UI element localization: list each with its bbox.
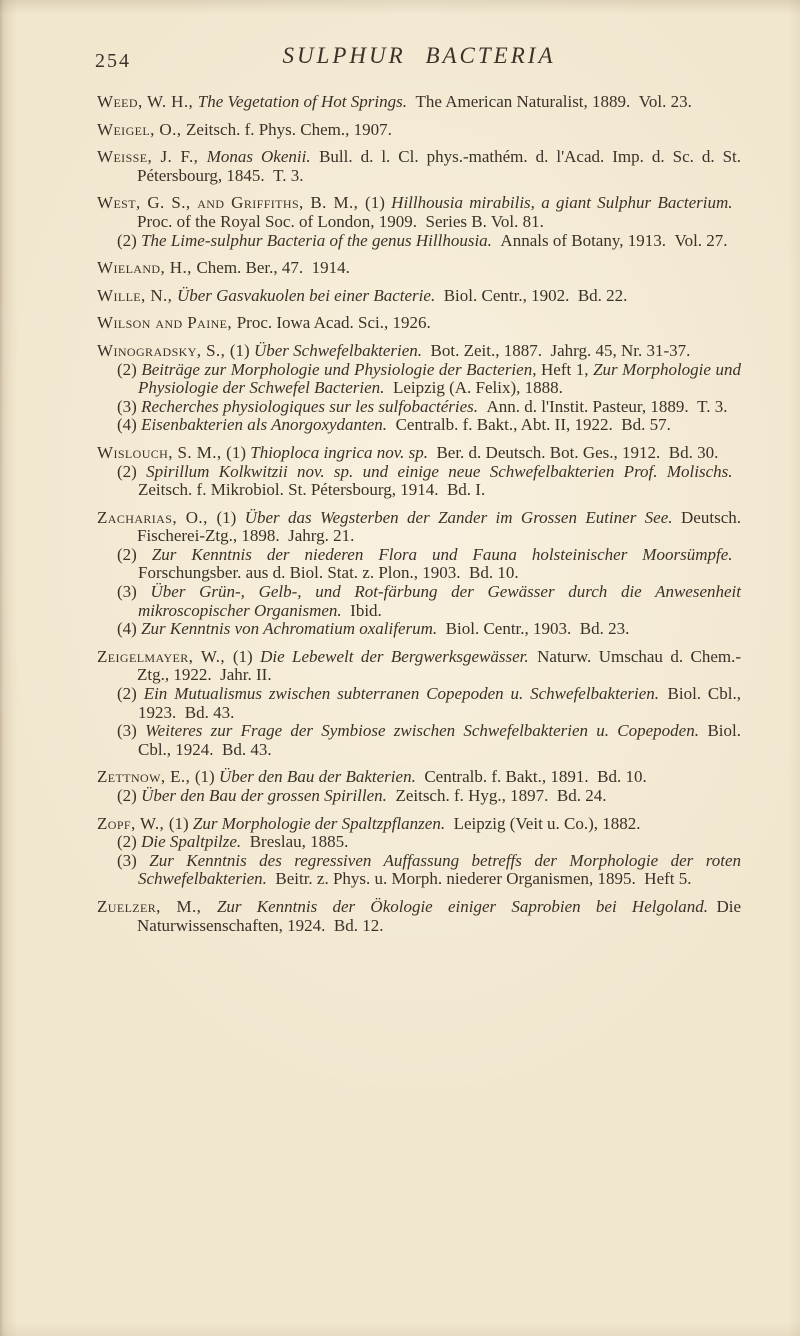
bibliography-subentry: [97, 583, 741, 620]
text-segment-sc: Weisse, J. F.,: [97, 147, 207, 167]
text-segment-rm: Chem. Ber., 47. 1914.: [196, 258, 350, 278]
bibliography-entry: [97, 444, 741, 463]
text-segment-sc: Zettnow, E.,: [97, 767, 195, 787]
bibliography-entry: [97, 815, 741, 834]
text-segment-it: Die Spaltpilze.: [141, 832, 242, 852]
text-segment-sc: Zeigelmayer, W.,: [97, 646, 233, 666]
text-segment-rm: The American Naturalist, 1889. Vol. 23.: [406, 92, 692, 111]
bibliography-entry: [97, 509, 741, 546]
text-segment-it: Eisenbakterien als Anorgoxydanten.: [141, 415, 388, 435]
text-segment-rm: Proc. of the Royal Soc. of London, 1909. Series B. Vol. 81.: [137, 193, 742, 231]
text-segment-rm: (1): [168, 813, 193, 833]
bibliography-list: [97, 84, 741, 935]
text-segment-rm: Centralb. f. Bakt., Abt. II, 1922. Bd. 57.: [387, 415, 671, 435]
bibliography-entry: [97, 898, 741, 935]
text-segment-rm: , Heft 1,: [532, 359, 594, 379]
text-segment-rm: Centralb. f. Bakt., 1891. Bd. 10.: [415, 767, 647, 787]
bibliography-entry: [97, 648, 741, 685]
text-segment-rm: Zeitsch. f. Mikrobiol. St. Pétersbourg, 1914. Bd. I.: [138, 461, 741, 500]
bibliography-entry: [97, 287, 741, 306]
bibliography-entry: [97, 768, 741, 787]
text-segment-rm: Die Naturwissenschaften, 1924. Bd. 12.: [137, 896, 741, 935]
text-segment-rm: Zeitsch. f. Phys. Chem., 1907.: [186, 119, 392, 139]
text-segment-sc: Wilson and Paine,: [97, 313, 237, 333]
bibliography-subentry: [97, 722, 741, 759]
text-segment-sc: Wille, N.,: [97, 285, 177, 305]
text-segment-rm: (1): [226, 442, 251, 462]
bibliography-subentry: [97, 852, 741, 889]
text-segment-rm: Biol. Centr., 1902. Bd. 22.: [435, 285, 628, 305]
text-segment-rm: Zeitsch. f. Hyg., 1897. Bd. 24.: [386, 786, 607, 805]
page-number: 254: [95, 50, 131, 72]
text-segment-rm: (1): [216, 507, 245, 527]
text-segment-it: Über Schwefelbakterien.: [253, 340, 423, 360]
text-segment-rm: Biol. Centr., 1903. Bd. 23.: [437, 619, 630, 639]
text-segment-rm: (1): [229, 340, 254, 360]
bibliography-subentry: [97, 833, 741, 852]
text-segment-rm: (2): [117, 359, 142, 379]
text-segment-rm: (2): [117, 684, 144, 704]
text-segment-it: Thioploca ingrica nov. sp.: [250, 442, 428, 462]
text-segment-it: The Vegetation of Hot Springs.: [197, 92, 407, 111]
text-segment-rm: (2): [117, 832, 142, 852]
bibliography-entry: [97, 342, 741, 361]
bibliography-subentry: [97, 463, 741, 500]
text-segment-rm: (3): [117, 850, 150, 870]
text-segment-it: Recherches physiologiques sur les sulfobactéries.: [141, 396, 479, 416]
text-segment-sc: Weigel, O.,: [97, 119, 187, 139]
text-segment-it: Zur Kenntnis der Ökologie einiger Saprobien bei Helgoland.: [216, 896, 708, 916]
bibliography-entry: [97, 121, 741, 140]
text-segment-rm: Ber. d. Deutsch. Bot. Ges., 1912. Bd. 30.: [427, 442, 719, 462]
text-segment-rm: Beitr. z. Phys. u. Morph. niederer Organismen, 1895. Heft 5.: [266, 869, 692, 889]
text-segment-it: The Lime-sulphur Bacteria of the genus Hillhousia.: [141, 230, 492, 250]
bibliography-subentry: [97, 787, 741, 806]
text-segment-rm: Deutsch. Fischerei-Ztg., 1898. Jahrg. 21.: [137, 507, 741, 546]
text-segment-it: Weiteres zur Frage der Symbiose zwischen Schwefelbakterien u. Copepoden.: [145, 721, 699, 741]
text-segment-sc: Weed, W. H.,: [97, 92, 198, 111]
text-segment-it: Ein Mutualismus zwischen subterranen Copepoden u. Schwefelbakterien.: [143, 684, 660, 704]
bibliography-subentry: [97, 398, 741, 417]
text-segment-it: Zur Morphologie und Physiologie der Schwefel Bacterien.: [138, 359, 741, 398]
text-segment-it: Über den Bau der Bakterien.: [218, 767, 416, 787]
text-segment-rm: (1): [365, 193, 392, 213]
text-segment-rm: Biol. Cbl., 1923. Bd. 43.: [138, 684, 741, 722]
text-segment-rm: Bot. Zeit., 1887. Jahrg. 45, Nr. 31-37.: [422, 340, 691, 360]
text-segment-it: Über Gasvakuolen bei einer Bacterie.: [176, 285, 436, 305]
text-segment-it: Monas Okenii.: [206, 147, 311, 167]
text-segment-rm: Ibid.: [341, 600, 382, 620]
text-segment-it: Hillhousia mirabilis, a giant Sulphur Bacterium.: [391, 193, 733, 213]
text-segment-it: Über Grün-, Gelb-, und Rot-färbung der Gewässer durch die Anwesenheit mikroscopischer Organismen.: [138, 582, 741, 620]
text-segment-it: Beiträge zur Morphologie und Physiologie der Bacterien: [141, 359, 533, 379]
text-segment-rm: Leipzig (A. Felix), 1888.: [384, 378, 563, 398]
text-segment-rm: (4): [117, 619, 142, 639]
text-segment-rm: (3): [117, 396, 142, 416]
text-segment-sc: Wislouch, S. M.,: [97, 442, 227, 462]
text-segment-rm: (2): [117, 230, 142, 250]
bibliography-entry: [97, 93, 741, 112]
text-segment-rm: Forschungsber. aus d. Biol. Stat. z. Plon., 1903. Bd. 10.: [138, 544, 741, 583]
bibliography-subentry: [97, 685, 741, 722]
text-segment-rm: Naturw. Umschau d. Chem.-Ztg., 1922. Jahr. II.: [137, 646, 742, 685]
text-segment-rm: (1): [194, 767, 219, 787]
bibliography-entry: [97, 314, 741, 333]
bibliography-subentry: [97, 546, 741, 583]
text-segment-rm: (3): [117, 721, 146, 741]
text-segment-rm: (2): [117, 544, 152, 564]
text-segment-rm: Breslau, 1885.: [241, 832, 349, 852]
bibliography-entry: [97, 194, 741, 231]
text-segment-it: Die Lebewelt der Bergwerksgewässer.: [260, 646, 529, 666]
text-segment-rm: Bull. d. l. Cl. phys.-mathém. d. l'Acad. Imp. d. Sc. d. St. Pétersbourg, 1845. T. 3.: [137, 147, 742, 185]
running-title: SULPHUR BACTERIA: [282, 43, 556, 68]
text-segment-it: Zur Kenntnis des regressiven Auffassung betreffs der Morphologie der roten Schwefelbakterien.: [138, 850, 741, 889]
text-segment-sc: West, G. S., and Griffiths, B. M.,: [97, 193, 366, 213]
text-segment-rm: (1): [232, 646, 261, 666]
bibliography-entry: [97, 259, 741, 278]
text-segment-rm: Biol. Cbl., 1924. Bd. 43.: [138, 721, 741, 759]
text-segment-rm: Ann. d. l'Instit. Pasteur, 1889. T. 3.: [478, 396, 728, 416]
bibliography-subentry: [97, 416, 741, 435]
text-segment-it: Über das Wegsterben der Zander im Grossen Eutiner See.: [244, 507, 673, 527]
text-segment-rm: Proc. Iowa Acad. Sci., 1926.: [236, 313, 431, 333]
text-segment-rm: (2): [117, 461, 147, 481]
text-segment-it: Spirillum Kolkwitzii nov. sp. und einige neue Schwefelbakterien Prof. Molischs.: [146, 461, 733, 481]
bibliography-subentry: [97, 232, 741, 251]
bibliography-entry: [97, 148, 741, 185]
text-segment-rm: (4): [117, 415, 142, 435]
text-segment-sc: Zopf, W.,: [97, 813, 169, 833]
text-segment-sc: Zacharias, O.,: [97, 507, 217, 527]
text-segment-rm: Annals of Botany, 1913. Vol. 27.: [491, 230, 728, 250]
text-segment-rm: Leipzig (Veit u. Co.), 1882.: [445, 813, 641, 833]
text-segment-it: Zur Kenntnis der niederen Flora und Fauna holsteinischer Moorsümpfe.: [151, 544, 733, 564]
text-segment-rm: (2): [117, 786, 142, 805]
text-segment-it: Zur Morphologie der Spaltzpflanzen.: [192, 813, 446, 833]
text-segment-it: Zur Kenntnis von Achromatium oxaliferum.: [141, 619, 438, 639]
text-segment-sc: Winogradsky, S.,: [97, 340, 230, 360]
bibliography-subentry: [97, 361, 741, 398]
text-segment-rm: (3): [117, 582, 151, 602]
text-segment-sc: Wieland, H.,: [97, 258, 197, 278]
text-segment-it: Über den Bau der grossen Spirillen.: [141, 786, 387, 805]
bibliography-subentry: [97, 620, 741, 639]
text-segment-sc: Zuelzer, M.,: [97, 896, 217, 916]
